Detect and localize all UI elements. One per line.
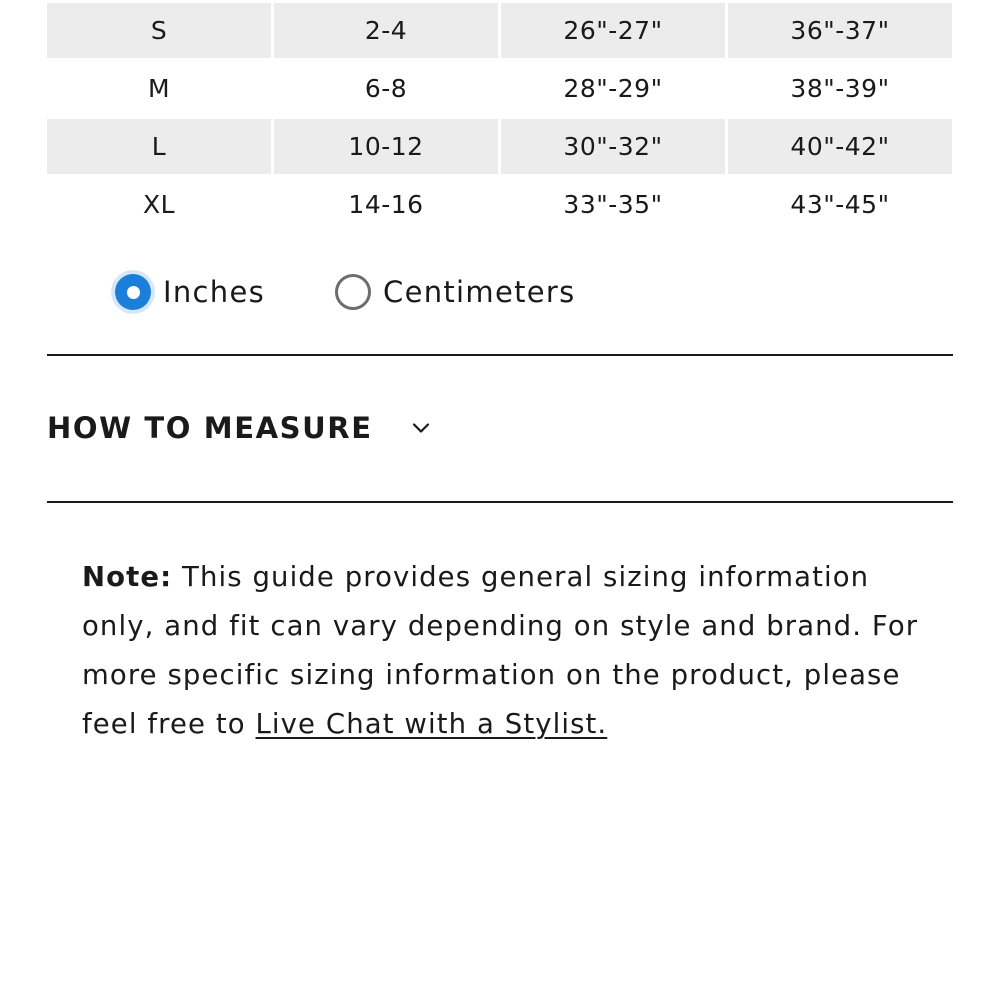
us-size-cell: 2-4	[274, 3, 498, 58]
note-label: Note:	[82, 561, 173, 593]
table-row	[47, 177, 953, 235]
waist-cell: 28"-29"	[563, 74, 663, 103]
how-to-measure-toggle[interactable]	[47, 400, 433, 456]
live-chat-link[interactable]: Live Chat with a Stylist.	[255, 708, 608, 740]
chevron-down-icon[interactable]	[409, 416, 433, 440]
size-cell: M	[147, 74, 171, 103]
centimeters-label[interactable]: Centimeters	[383, 275, 576, 309]
hips-cell: 36"-37"	[728, 3, 952, 58]
us-size-cell: 14-16	[348, 190, 424, 219]
us-size-cell: 6-8	[364, 74, 408, 103]
inches-radio[interactable]	[115, 274, 151, 310]
table-row	[47, 119, 953, 177]
us-size-cell: 10-12	[274, 119, 498, 174]
waist-cell: 33"-35"	[563, 190, 663, 219]
waist-cell: 26"-27"	[501, 3, 725, 58]
note-text: This guide provides general sizing information only, and fit can vary depending on style and brand. For more specific sizing information on the product, please feel free to	[82, 561, 919, 740]
centimeters-option[interactable]	[335, 274, 576, 310]
size-cell: S	[47, 3, 271, 58]
size-cell: L	[47, 119, 271, 174]
inches-label[interactable]: Inches	[163, 275, 266, 309]
size-cell: XL	[142, 190, 176, 219]
radio-dot	[127, 286, 140, 299]
hips-cell: 43"-45"	[790, 190, 890, 219]
unit-toggle	[115, 268, 576, 316]
table-row	[47, 61, 953, 119]
inches-option[interactable]	[115, 274, 265, 310]
size-chart-table	[47, 3, 953, 235]
sizing-note	[82, 553, 932, 749]
waist-cell: 30"-32"	[501, 119, 725, 174]
table-row	[47, 3, 953, 61]
divider	[47, 501, 953, 503]
how-to-measure-title[interactable]: HOW TO MEASURE	[47, 411, 373, 445]
hips-cell: 38"-39"	[790, 74, 890, 103]
divider	[47, 354, 953, 356]
hips-cell: 40"-42"	[728, 119, 952, 174]
centimeters-radio[interactable]	[335, 274, 371, 310]
